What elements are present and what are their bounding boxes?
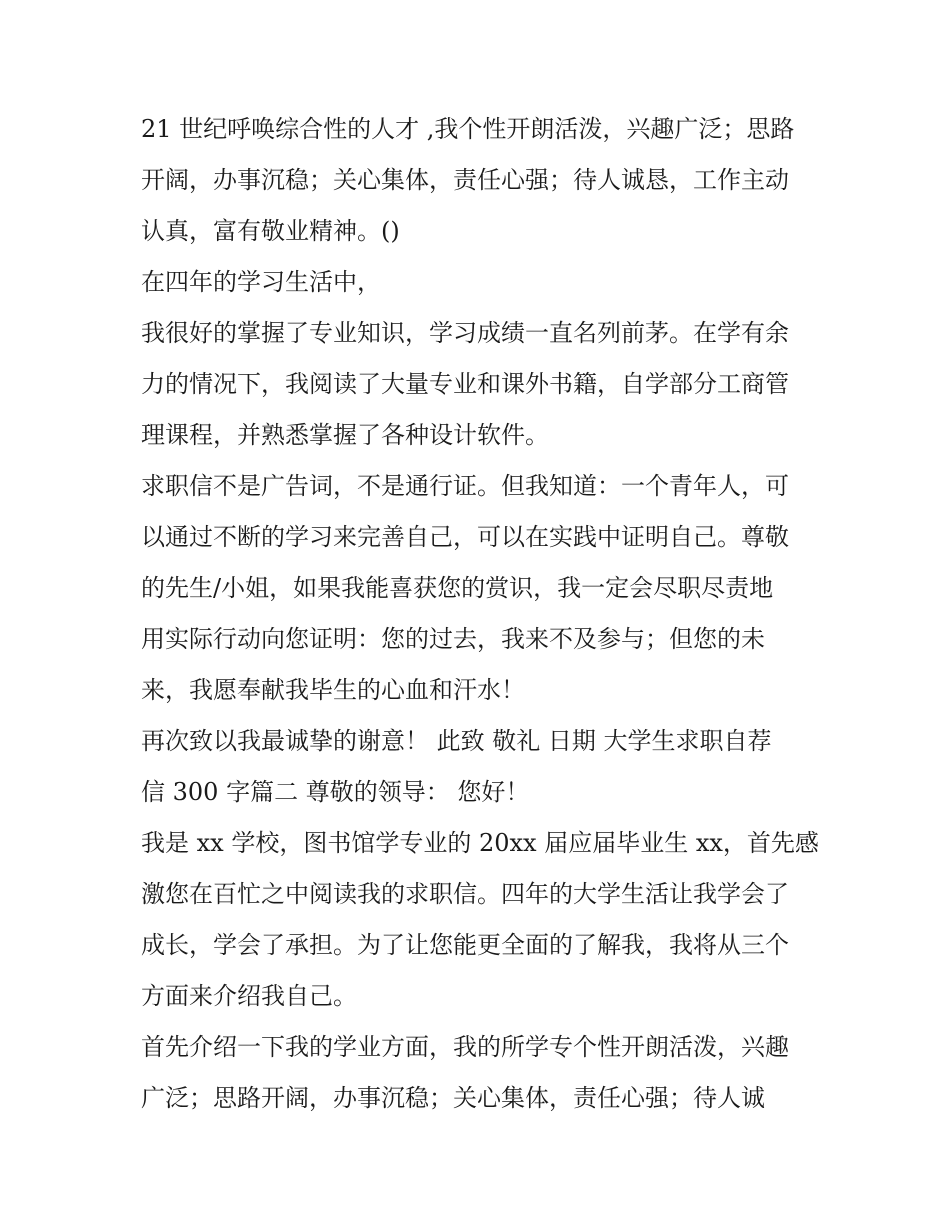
text-line: 开阔，办事沉稳；关心集体，责任心强；待人诚恳，工作主动 [141,166,789,194]
text-line: 信 300 字篇二 尊敬的领导： 您好！ [141,778,530,806]
text-line: 成长，学会了承担。为了让您能更全面的了解我，我将从三个 [141,931,789,959]
paragraph [141,716,821,818]
text-line: 激您在百忙之中阅读我的求职信。四年的大学生活让我学会了 [141,880,789,908]
text-line: 的先生/小姐，如果我能喜获您的赏识，我一定会尽职尽责地 [141,574,774,602]
text-line: 首先介绍一下我的学业方面，我的所学专个性开朗活泼，兴趣 [141,1033,789,1061]
text-line: 力的情况下，我阅读了大量专业和课外书籍，自学部分工商管 [141,370,789,398]
text-line: 广泛；思路开阔，办事沉稳；关心集体，责任心强；待人诚 [141,1084,765,1112]
text-line: 在四年的学习生活中， [141,268,381,296]
paragraph [141,257,821,308]
text-line: 来，我愿奉献我毕生的心血和汗水！ [141,676,525,704]
text-line: 理课程，并熟悉掌握了各种设计软件。 [141,421,549,449]
text-line: 方面来介绍我自己。 [141,982,357,1010]
paragraph [141,104,821,257]
text-line: 认真，富有敬业精神。() [141,217,400,245]
text-line: 以通过不断的学习来完善自己，可以在实践中证明自己。尊敬 [141,523,789,551]
body-text [141,104,821,1124]
paragraph [141,308,821,461]
text-line: 再次致以我最诚挚的谢意！ 此致 敬礼 日期 大学生求职自荐 [141,727,772,755]
paragraph [141,1022,821,1124]
paragraph [141,818,821,1022]
paragraph [141,461,821,716]
text-line: 21 世纪呼唤综合性的人才 ,我个性开朗活泼，兴趣广泛；思路 [141,115,795,143]
text-line: 用实际行动向您证明：您的过去，我来不及参与；但您的未 [141,625,765,653]
text-line: 求职信不是广告词，不是通行证。但我知道：一个青年人，可 [141,472,789,500]
text-line: 我很好的掌握了专业知识，学习成绩一直名列前茅。在学有余 [141,319,789,347]
text-line: 我是 xx 学校，图书馆学专业的 20xx 届应届毕业生 xx，首先感 [141,829,819,857]
